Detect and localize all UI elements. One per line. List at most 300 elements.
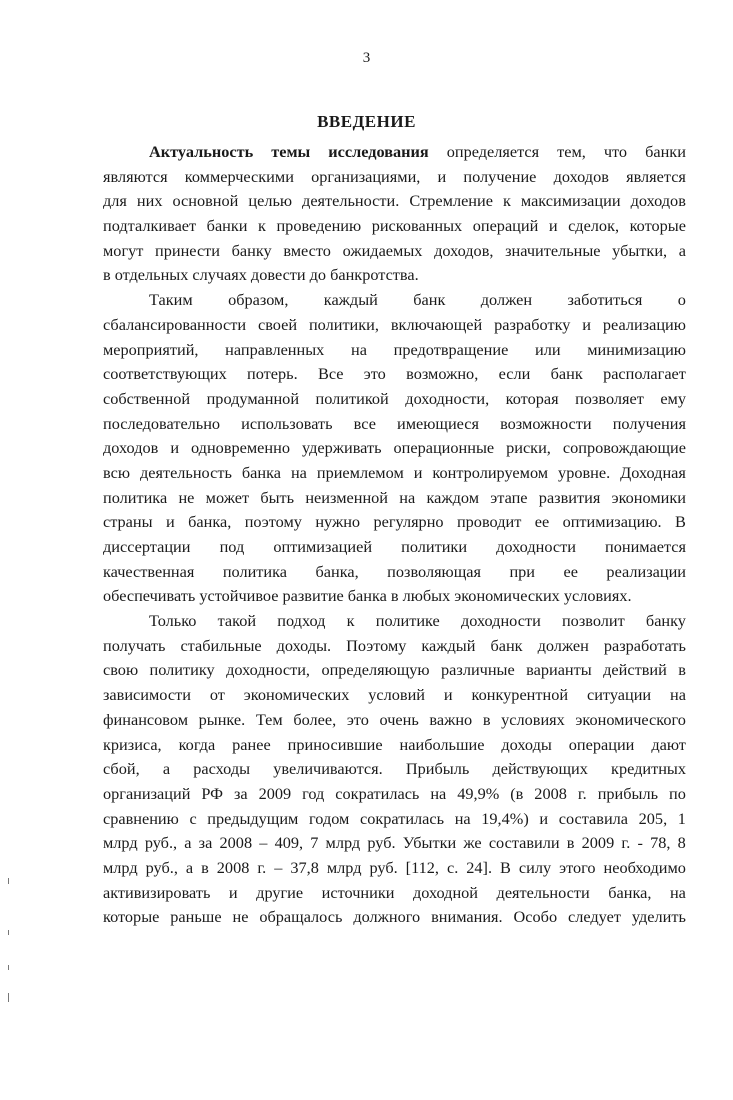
word: банка,	[188, 512, 232, 532]
word: деятельности.	[302, 191, 400, 211]
text-line	[103, 782, 686, 807]
word: доходной	[412, 882, 479, 902]
word: и	[413, 462, 423, 482]
word: и	[170, 438, 180, 458]
word: страны	[103, 512, 153, 532]
word: в	[566, 833, 575, 853]
word: Стремление	[409, 191, 493, 211]
word: стабильные	[180, 635, 262, 655]
word: 37,8	[290, 857, 319, 877]
word: обеспечивать	[103, 586, 196, 606]
word: увеличиваются.	[273, 759, 383, 779]
text-line	[103, 584, 686, 609]
section-heading: ВВЕДЕНИЕ	[317, 112, 416, 131]
word: каждом	[426, 487, 480, 507]
word: оптимизацию.	[562, 512, 662, 532]
word: доходов	[553, 166, 609, 186]
scan-artifact	[8, 930, 9, 935]
text-line	[103, 807, 686, 832]
word: В	[500, 857, 511, 877]
word: операционные	[393, 438, 495, 458]
word: млрд	[103, 857, 138, 877]
word: этого	[559, 857, 596, 877]
word: не	[232, 907, 249, 927]
word: банка	[241, 462, 281, 482]
text-line	[103, 683, 686, 708]
word: 1	[677, 808, 686, 828]
word: неизменной	[305, 487, 389, 507]
word: имеющиеся	[397, 413, 480, 433]
word: до	[309, 265, 327, 285]
word: банки	[206, 216, 248, 236]
word: кризиса,	[103, 734, 162, 754]
word: Таким	[149, 290, 193, 310]
word: сократилась	[360, 808, 445, 828]
word: 2009	[581, 833, 615, 853]
text-line	[103, 288, 686, 313]
word: 19,4%)	[481, 808, 529, 828]
word: всю	[103, 462, 130, 482]
word: контролируемом	[432, 462, 549, 482]
word: для	[103, 191, 127, 211]
word: возможности	[500, 413, 592, 433]
word: доходы.	[276, 635, 332, 655]
word: на	[669, 882, 686, 902]
word: действий	[603, 660, 667, 680]
word: –	[259, 833, 268, 853]
word: доходов	[103, 438, 159, 458]
word: банк	[413, 290, 446, 310]
word: а	[678, 240, 686, 260]
text-line	[103, 412, 686, 437]
word: разработать	[603, 635, 686, 655]
word: уровне.	[558, 462, 611, 482]
word: являются	[103, 166, 168, 186]
word: политики,	[308, 314, 379, 334]
word: деятельность	[139, 462, 232, 482]
word: которые	[103, 907, 160, 927]
word: условиях	[501, 709, 565, 729]
word: заботиться	[567, 290, 643, 310]
word: организациями,	[311, 166, 421, 186]
word: а	[185, 857, 194, 877]
word: целью	[248, 191, 293, 211]
text-line	[103, 436, 686, 461]
word: млрд	[325, 833, 361, 853]
word: на	[430, 783, 447, 803]
word: к	[346, 611, 355, 631]
word: минимизацию	[587, 339, 686, 359]
word: банкротства.	[330, 265, 419, 285]
word: о	[677, 290, 686, 310]
word: уделить	[631, 907, 686, 927]
word: Актуальность	[149, 142, 254, 161]
word: рискованных	[371, 216, 463, 236]
word: внимания.	[431, 907, 503, 927]
word: проведению	[276, 216, 362, 236]
word: образом,	[228, 290, 289, 310]
word: и	[548, 216, 558, 236]
word: зависимости	[103, 685, 191, 705]
word: коммерческими	[184, 166, 294, 186]
word: своей	[257, 314, 298, 334]
word: получения	[612, 413, 686, 433]
word: получение	[463, 166, 537, 186]
word: (в	[510, 783, 524, 803]
word: является	[626, 166, 686, 186]
word: и	[582, 314, 591, 334]
text-line	[103, 362, 686, 387]
word: в	[678, 660, 686, 680]
word: сбалансированности	[103, 314, 247, 334]
word: год	[302, 783, 325, 803]
paragraph	[103, 140, 686, 288]
word: банка	[347, 586, 387, 606]
word: банка,	[608, 882, 652, 902]
text-line	[103, 239, 686, 264]
word: предыдущим	[207, 808, 299, 828]
word: 409,	[274, 833, 304, 853]
word: могут	[103, 240, 144, 260]
word: что	[603, 142, 628, 161]
word: сравнению	[103, 808, 179, 828]
word: 205,	[638, 808, 668, 828]
word: последовательно	[103, 413, 221, 433]
word: на	[399, 487, 416, 507]
word: на	[290, 462, 307, 482]
word: в	[482, 709, 491, 729]
word: Тем	[255, 709, 283, 729]
word: кредитных	[611, 759, 686, 779]
word: ее	[534, 512, 550, 532]
word: финансовом	[103, 709, 188, 729]
word: вместо	[283, 240, 331, 260]
word: Только	[149, 611, 197, 631]
word: РФ	[201, 783, 224, 803]
word: политики	[401, 537, 468, 556]
word: Прибыль	[405, 759, 470, 779]
text-line	[103, 609, 686, 634]
word: [112,	[405, 857, 439, 877]
word: банку	[645, 611, 686, 631]
word: млрд	[326, 857, 362, 877]
word: руб.	[367, 833, 396, 853]
word: разработку	[494, 314, 571, 334]
text-line	[103, 313, 686, 338]
word: при	[509, 561, 536, 581]
text-line	[103, 634, 686, 659]
word: реализацию	[602, 314, 686, 334]
word: потерь.	[247, 364, 298, 384]
word: на	[454, 808, 471, 828]
word: от	[209, 685, 225, 705]
scan-artifact	[8, 993, 9, 1002]
word: должен	[480, 290, 533, 310]
word: определяется	[446, 142, 540, 161]
word: собственной	[103, 388, 191, 408]
word: качественная	[103, 561, 195, 581]
word: доходов	[630, 191, 686, 211]
text-line	[103, 338, 686, 363]
word: продуманной	[206, 388, 300, 408]
word: организаций	[103, 783, 191, 803]
word: годом	[309, 808, 350, 828]
word: значительные	[505, 240, 601, 260]
word: раньше	[170, 907, 222, 927]
word: В	[675, 512, 686, 532]
word: условиях.	[563, 586, 632, 606]
word: нужно	[315, 512, 361, 532]
word: Убытки	[402, 833, 457, 853]
word: каждый	[421, 635, 476, 655]
word: возможно,	[406, 364, 479, 384]
word: которые	[629, 216, 686, 236]
word: оптимизацией	[273, 537, 373, 556]
word: понимается	[605, 537, 686, 556]
word: руб.	[369, 857, 398, 877]
scan-artifact	[8, 878, 9, 884]
word: различные	[441, 660, 515, 680]
word: ранее	[232, 734, 271, 754]
word: деятельности	[496, 882, 590, 902]
word: следует	[568, 907, 621, 927]
word: банку	[231, 240, 272, 260]
text-line	[103, 510, 686, 535]
word: такой	[217, 611, 257, 631]
word: экономических	[243, 685, 350, 705]
word: и	[165, 512, 175, 532]
word: исследования	[328, 142, 429, 161]
word: ожидаемых	[342, 240, 423, 260]
text-line	[103, 757, 686, 782]
word: сопровождающие	[562, 438, 686, 458]
word: прибыль	[597, 783, 659, 803]
text-line	[103, 881, 686, 906]
word: которая	[505, 388, 559, 408]
word: диссертации	[103, 537, 191, 556]
word: темы	[271, 142, 311, 161]
word: одновременно	[191, 438, 290, 458]
word: них	[136, 191, 163, 211]
word: когда	[178, 734, 216, 754]
word: под	[219, 537, 245, 556]
word: –	[274, 857, 283, 877]
word: соответствующих	[103, 364, 227, 384]
word: приемлемом	[316, 462, 404, 482]
text-line	[103, 214, 686, 239]
paragraph	[103, 609, 686, 930]
word: позволяющая	[387, 561, 481, 581]
text-line	[103, 658, 686, 683]
word: г.	[577, 783, 587, 803]
word: принести	[155, 240, 220, 260]
word: ему	[660, 388, 686, 408]
word: г.	[257, 857, 267, 877]
word: проводит	[456, 512, 522, 532]
word: получать	[103, 635, 166, 655]
word: на	[670, 685, 686, 705]
word: максимизации	[520, 191, 621, 211]
text-line	[103, 708, 686, 733]
word: позволит	[561, 611, 625, 631]
word: сократилась	[335, 783, 420, 803]
text-line	[103, 165, 686, 190]
word: может	[205, 487, 250, 507]
page-number: 3	[362, 50, 371, 66]
word: политику	[149, 660, 215, 680]
word: экономических	[454, 586, 560, 606]
word: 2008	[534, 783, 567, 803]
word: г.	[621, 833, 631, 853]
word: доходности,	[226, 660, 310, 680]
word: ситуации	[586, 685, 652, 705]
word: удерживать	[301, 438, 382, 458]
text-line	[103, 189, 686, 214]
word: не	[178, 487, 195, 507]
word: 2008	[219, 833, 253, 853]
word: руб.,	[145, 857, 178, 877]
word: это	[346, 709, 369, 729]
word: должен	[537, 635, 589, 655]
word: подход	[277, 611, 326, 631]
word: сбой,	[103, 759, 140, 779]
word: силу	[518, 857, 552, 877]
text-line	[103, 140, 686, 165]
word: политика	[222, 561, 288, 581]
word: реализации	[606, 561, 686, 581]
word: приносившие	[287, 734, 383, 754]
word: определяющую	[321, 660, 430, 680]
word: 8	[677, 833, 686, 853]
word: операций	[472, 216, 539, 236]
word: в	[103, 265, 111, 285]
word: наибольшие	[399, 734, 485, 754]
word: Поэтому	[346, 635, 407, 655]
word: с	[189, 808, 197, 828]
word: и	[437, 166, 447, 186]
word: активизировать	[103, 882, 211, 902]
word: млрд	[103, 833, 138, 853]
word: доходности	[460, 611, 541, 631]
word: тем,	[557, 142, 586, 161]
word: 49,9%	[457, 783, 500, 803]
word: операции	[568, 734, 635, 754]
word: и	[443, 685, 453, 705]
word: в	[201, 857, 209, 877]
word: если	[498, 364, 531, 384]
word: развитие	[282, 586, 344, 606]
word: банк	[490, 635, 523, 655]
word: риски,	[506, 438, 551, 458]
word: важно	[429, 709, 473, 729]
word: 78,	[650, 833, 671, 853]
word: политикой	[315, 388, 389, 408]
word: сделок,	[568, 216, 620, 236]
word: банки	[645, 142, 686, 161]
word: использовать	[241, 413, 333, 433]
word: политика	[103, 487, 168, 507]
word: устойчивое	[199, 586, 279, 606]
text-line	[103, 461, 686, 486]
word: доходности,	[405, 388, 490, 408]
word: действующих	[492, 759, 588, 779]
word: в	[390, 586, 399, 606]
word: любых	[402, 586, 451, 606]
word: обращалось	[259, 907, 343, 927]
word: банка,	[315, 561, 359, 581]
text-line	[103, 905, 686, 930]
word: источники	[321, 882, 395, 902]
word: очень	[379, 709, 419, 729]
word: доходности	[496, 537, 576, 556]
text-line	[103, 263, 686, 288]
word: регулярно	[373, 512, 444, 532]
word: -	[637, 833, 643, 853]
word: это	[363, 364, 386, 384]
word: развития	[538, 487, 601, 507]
word: Все	[317, 364, 344, 384]
word: все	[353, 413, 376, 433]
word: политике	[375, 611, 440, 631]
word: позволяет	[575, 388, 644, 408]
word: каждый	[323, 290, 378, 310]
word: более,	[293, 709, 337, 729]
word: условий	[368, 685, 426, 705]
word: конкурентной	[471, 685, 569, 705]
word: за	[198, 833, 213, 853]
word: к	[258, 216, 266, 236]
word: необходимо	[603, 857, 686, 877]
word: Особо	[513, 907, 558, 927]
word: составили	[488, 833, 560, 853]
word: этапе	[490, 487, 528, 507]
text-line	[103, 560, 686, 585]
word: составила	[558, 808, 629, 828]
word: 2009	[258, 783, 292, 803]
word: с.	[446, 857, 459, 877]
word: дают	[651, 734, 686, 754]
word: варианты	[526, 660, 592, 680]
word: или	[535, 339, 561, 359]
word: мероприятий,	[103, 339, 199, 359]
word: основной	[172, 191, 239, 211]
word: к	[502, 191, 511, 211]
word: довести	[250, 265, 306, 285]
body-text	[103, 140, 686, 930]
word: по	[668, 783, 686, 803]
word: расходы	[193, 759, 251, 779]
text-line	[103, 387, 686, 412]
word: руб.,	[144, 833, 178, 853]
word: 2008	[216, 857, 250, 877]
word: поэтому	[244, 512, 302, 532]
word: убытки,	[612, 240, 668, 260]
word: экономического	[575, 709, 686, 729]
word: должного	[353, 907, 421, 927]
word: банк	[550, 364, 583, 384]
text-line	[103, 486, 686, 511]
word: направленных	[225, 339, 325, 359]
word: свою	[103, 660, 139, 680]
text-line	[103, 831, 686, 856]
word: а	[162, 759, 171, 779]
word: на	[351, 339, 367, 359]
word: предотвращение	[393, 339, 509, 359]
word: экономики	[611, 487, 686, 507]
word: ее	[563, 561, 578, 581]
word: 24].	[466, 857, 493, 877]
word: отдельных	[114, 265, 189, 285]
